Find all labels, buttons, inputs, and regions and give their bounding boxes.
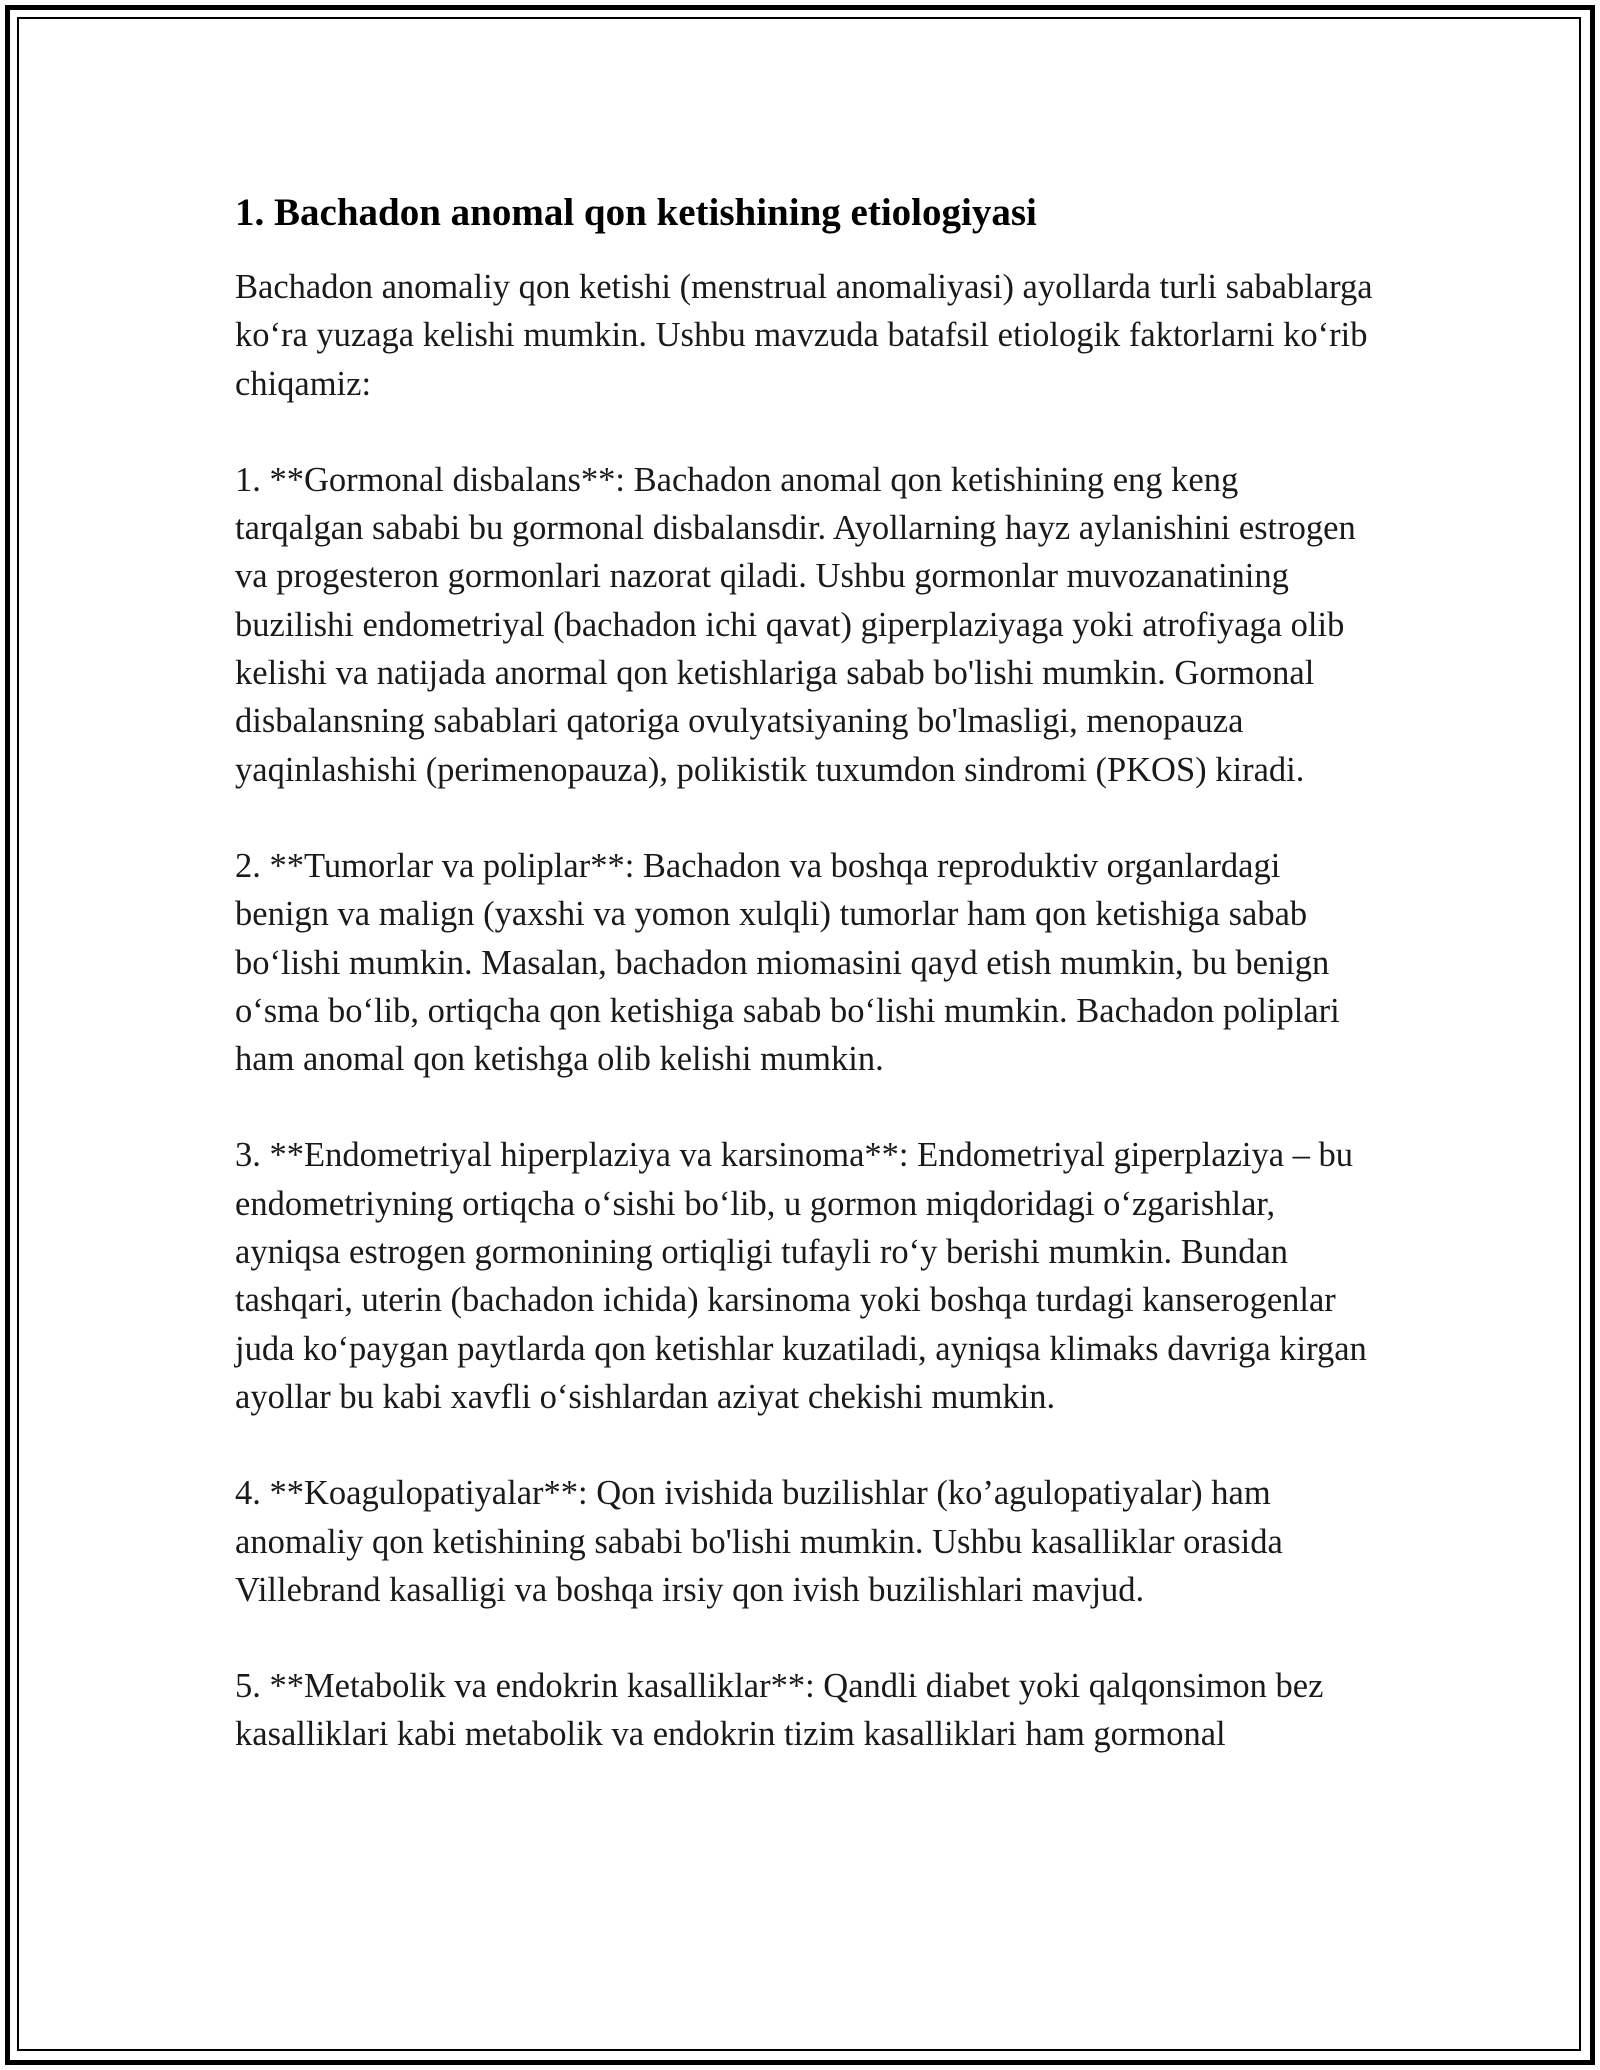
paragraph-tumorlar-va-poliplar: 2. **Tumorlar va poliplar**: Bachadon va boshqa reproduktiv organlardagi benign va malign (yaxshi va yomon xulqli) tumorlar ham qon ketishiga sabab bo‘lishi mumkin. Masalan, bachadon miomasini qayd etish mumkin, bu benign o‘sma bo‘lib, ortiqcha qon ketishiga sabab bo‘lishi mumkin. Bachadon poliplari ham anomal qon ketishga olib kelishi mumkin. [235, 846, 1340, 1079]
paragraph-gormonal-disbalans: 1. **Gormonal disbalans**: Bachadon anomal qon ketishining eng keng tarqalgan sababi bu gormonal disbalansdir. Ayollarning hayz aylanishini estrogen va progesteron gormonlari nazorat qiladi. Ushbu gormonlar muvozanatining buzilishi endometriyal (bachadon ichi qavat) giperplaziyaga yoki atrofiyaga olib kelishi va natijada anormal qon ketishlariga sabab bo'lishi mumkin. Gormonal disbalansning sabablari qatoriga ovulyatsiyaning bo'lmasligi, menopauza yaqinlashishi (perimenopauza), polikistik tuxumdon sindromi (PKOS) kiradi. [235, 460, 1356, 789]
intro-paragraph: Bachadon anomaliy qon ketishi (menstrual anomaliyasi) ayollarda turli sabablarga ko‘ra yuzaga kelishi mumkin. Ushbu mavzuda batafsil etiologik faktorlarni ko‘rib chiqamiz: [235, 268, 1373, 403]
paragraph-koagulopatiyalar: 4. **Koagulopatiyalar**: Qon ivishida buzilishlar (ko’agulopatiyalar) ham anomaliy qon ketishining sababi bo'lishi mumkin. Ushbu kasalliklar orasida Villebrand kasalligi va boshqa irsiy qon ivish buzilishlari mavjud. [235, 1474, 1283, 1609]
paragraph-endometriyal-hiperplaziya: 3. **Endometriyal hiperplaziya va karsinoma**: Endometriyal giperplaziya – bu endometriyning ortiqcha o‘sishi bo‘lib, u gormon miqdoridagi o‘zgarishlar, ayniqsa estrogen gormonining ortiqligi tufayli ro‘y berishi mumkin. Bundan tashqari, uterin (bachadon ichida) karsinoma yoki boshqa turdagi kanserogenlar juda ko‘paygan paytlarda qon ketishlar kuzatiladi, ayniqsa klimaks davriga kirgan ayollar bu kabi xavfli o‘sishlardan aziyat chekishi mumkin. [235, 1136, 1367, 1416]
paragraph-metabolik-endokrin: 5. **Metabolik va endokrin kasalliklar**: Qandli diabet yoki qalqonsimon bez kasalliklari kabi metabolik va endokrin tizim kasalliklari ham gormonal [235, 1667, 1324, 1754]
document-body [235, 185, 1375, 1807]
document-heading: 1. Bachadon anomal qon ketishining etiologiyasi [235, 191, 1037, 234]
